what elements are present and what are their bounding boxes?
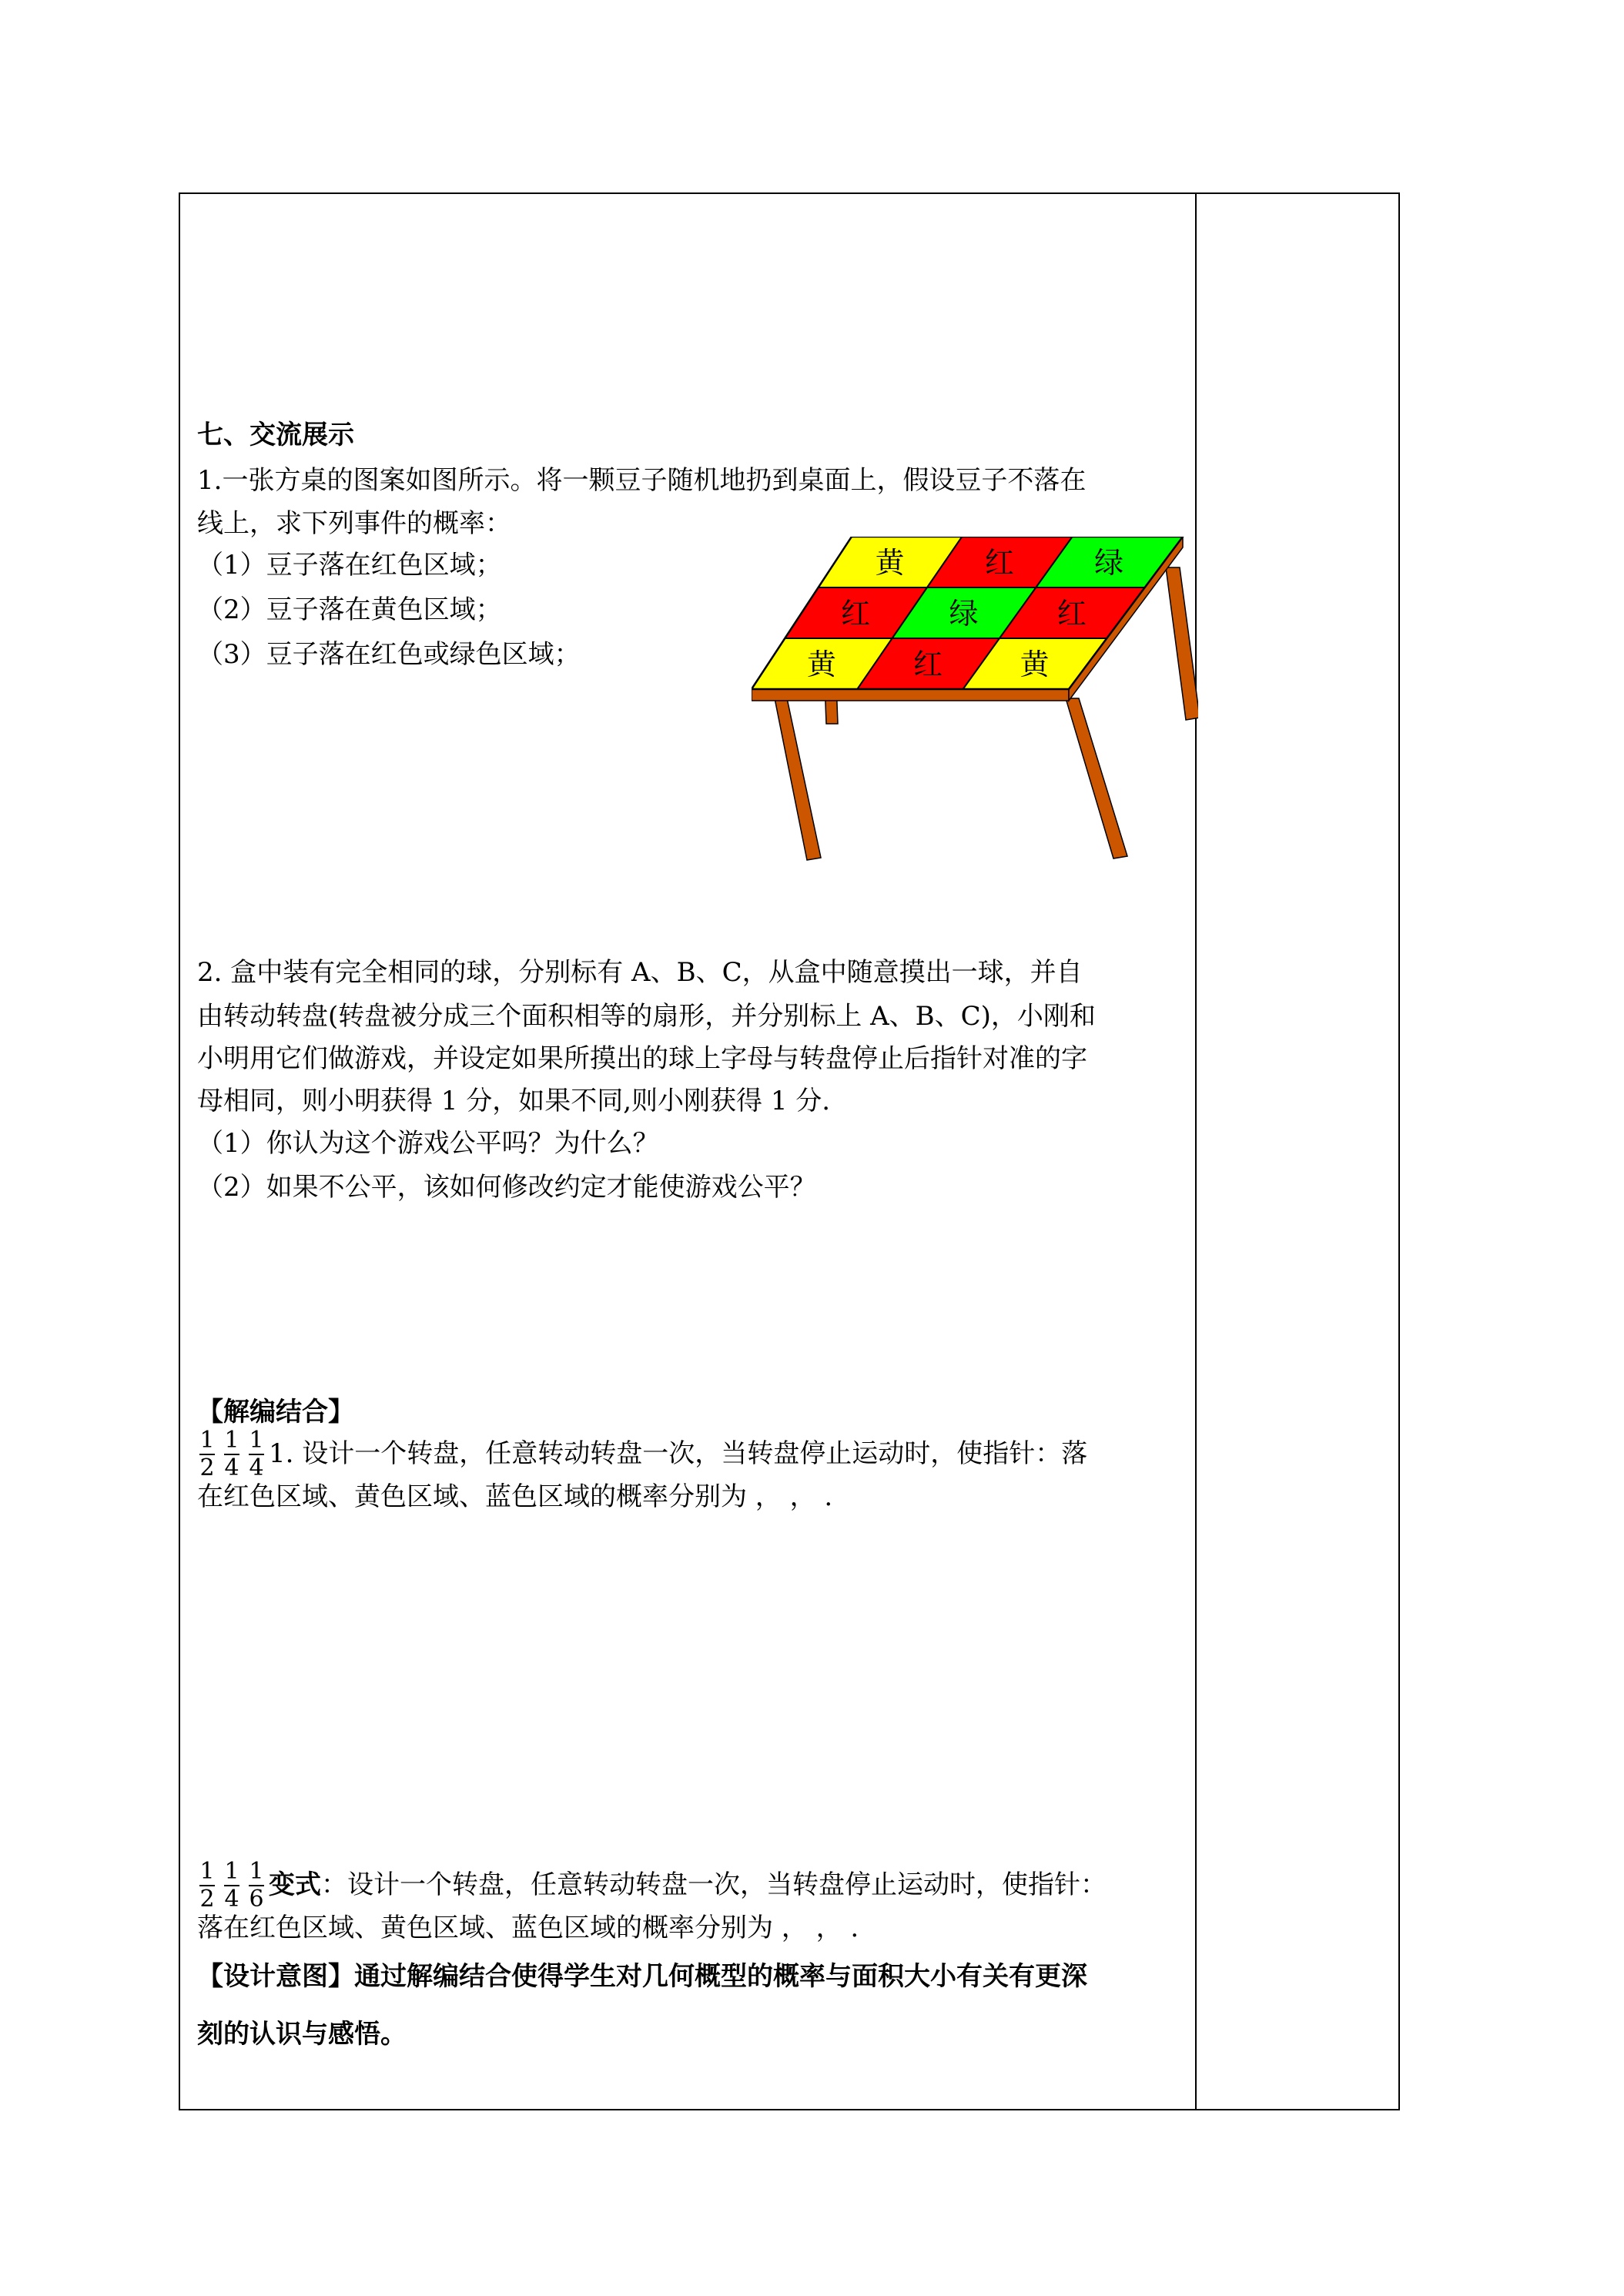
- problem1-line1: 1.一张方桌的图案如图所示。将一颗豆子随机地扔到桌面上，假设豆子不落在: [197, 465, 1087, 496]
- fraction: [246, 1429, 266, 1480]
- table-cell-label: 红: [1056, 597, 1087, 631]
- section-heading: 七、交流展示: [197, 420, 354, 450]
- fraction-denominator: 2: [199, 1454, 215, 1481]
- table-figure: [752, 537, 1198, 949]
- design-intent-line1: 【设计意图】通过解编结合使得学生对几何概型的概率与面积大小有关有更深: [197, 1961, 1087, 1992]
- fraction-numerator: 1: [224, 1427, 239, 1454]
- fraction: [246, 1860, 266, 1911]
- jiebian-heading: 【解编结合】: [197, 1397, 354, 1427]
- problem2-line4: 母相同，则小明获得 1 分，如果不同,则小刚获得 1 分.: [197, 1086, 831, 1116]
- fraction: [222, 1860, 242, 1911]
- problem2-line2: 由转动转盘(转盘被分成三个面积相等的扇形，并分别标上 A、B、C)，小刚和: [197, 1001, 1096, 1032]
- table-top-grid: [752, 537, 1183, 689]
- page-table: [179, 192, 1400, 2110]
- problem1-q2: （2）豆子落在黄色区域；: [197, 594, 502, 625]
- table-leg-front-right: [1066, 698, 1127, 858]
- problem2-line1: 2. 盒中装有完全相同的球，分别标有 A、B、C，从盒中随意摸出一球，并自: [197, 957, 1083, 988]
- fraction-denominator: 4: [249, 1454, 264, 1481]
- table-leg-front-left: [775, 698, 821, 860]
- table-cell-label: 黄: [875, 546, 905, 580]
- table-cell-label: 红: [841, 597, 871, 631]
- fraction: [197, 1860, 217, 1911]
- fraction-numerator: 1: [224, 1858, 239, 1885]
- variant-label: 变式: [269, 1869, 321, 1900]
- table-cell-label: 绿: [1094, 546, 1124, 580]
- table-cell-label: 绿: [949, 597, 979, 631]
- fraction-numerator: 1: [249, 1858, 264, 1885]
- fraction-numerator: 1: [199, 1427, 215, 1454]
- design-intent-line2: 刻的认识与感悟。: [197, 2019, 407, 2050]
- fraction-numerator: 1: [199, 1858, 215, 1885]
- table-cell-label: 黄: [806, 648, 836, 681]
- table-leg-back-right: [1166, 567, 1198, 720]
- fraction: [222, 1429, 242, 1480]
- table-cell-label: 红: [984, 546, 1014, 580]
- fraction-numerator: 1: [249, 1427, 264, 1454]
- problem1-line2: 线上，求下列事件的概率：: [197, 508, 511, 539]
- column-divider: [1195, 194, 1197, 2109]
- variant-text: ：设计一个转盘，任意转动转盘一次，当转盘停止运动时，使指针：: [321, 1869, 1107, 1900]
- jiebian-line1: 1. 设计一个转盘，任意转动转盘一次，当转盘停止运动时，使指针：落: [269, 1438, 1088, 1469]
- fraction-denominator: 2: [199, 1886, 215, 1913]
- fraction-denominator: 4: [224, 1886, 239, 1913]
- fraction-denominator: 6: [249, 1886, 264, 1913]
- problem2-line3: 小明用它们做游戏，并设定如果所摸出的球上字母与转盘停止后指针对准的字: [197, 1043, 1087, 1074]
- jiebian-line2: 在红色区域、黄色区域、蓝色区域的概率分别为 ， ， .: [197, 1481, 833, 1512]
- table-cell-label: 黄: [1020, 648, 1050, 681]
- variant-line1: [269, 1863, 1177, 1906]
- table-cell-label: 红: [913, 648, 943, 681]
- problem2-q1: （1）你认为这个游戏公平吗？为什么？: [197, 1128, 659, 1159]
- table-edge: [752, 689, 1069, 701]
- fraction: [197, 1429, 217, 1480]
- problem1-q3: （3）豆子落在红色或绿色区域；: [197, 639, 581, 670]
- problem2-q2: （2）如果不公平，该如何修改约定才能使游戏公平？: [197, 1172, 816, 1203]
- problem1-q1: （1）豆子落在红色区域；: [197, 550, 502, 581]
- variant-line2: 落在红色区域、黄色区域、蓝色区域的概率分别为 ， ， .: [197, 1913, 859, 1943]
- fraction-denominator: 4: [224, 1454, 239, 1481]
